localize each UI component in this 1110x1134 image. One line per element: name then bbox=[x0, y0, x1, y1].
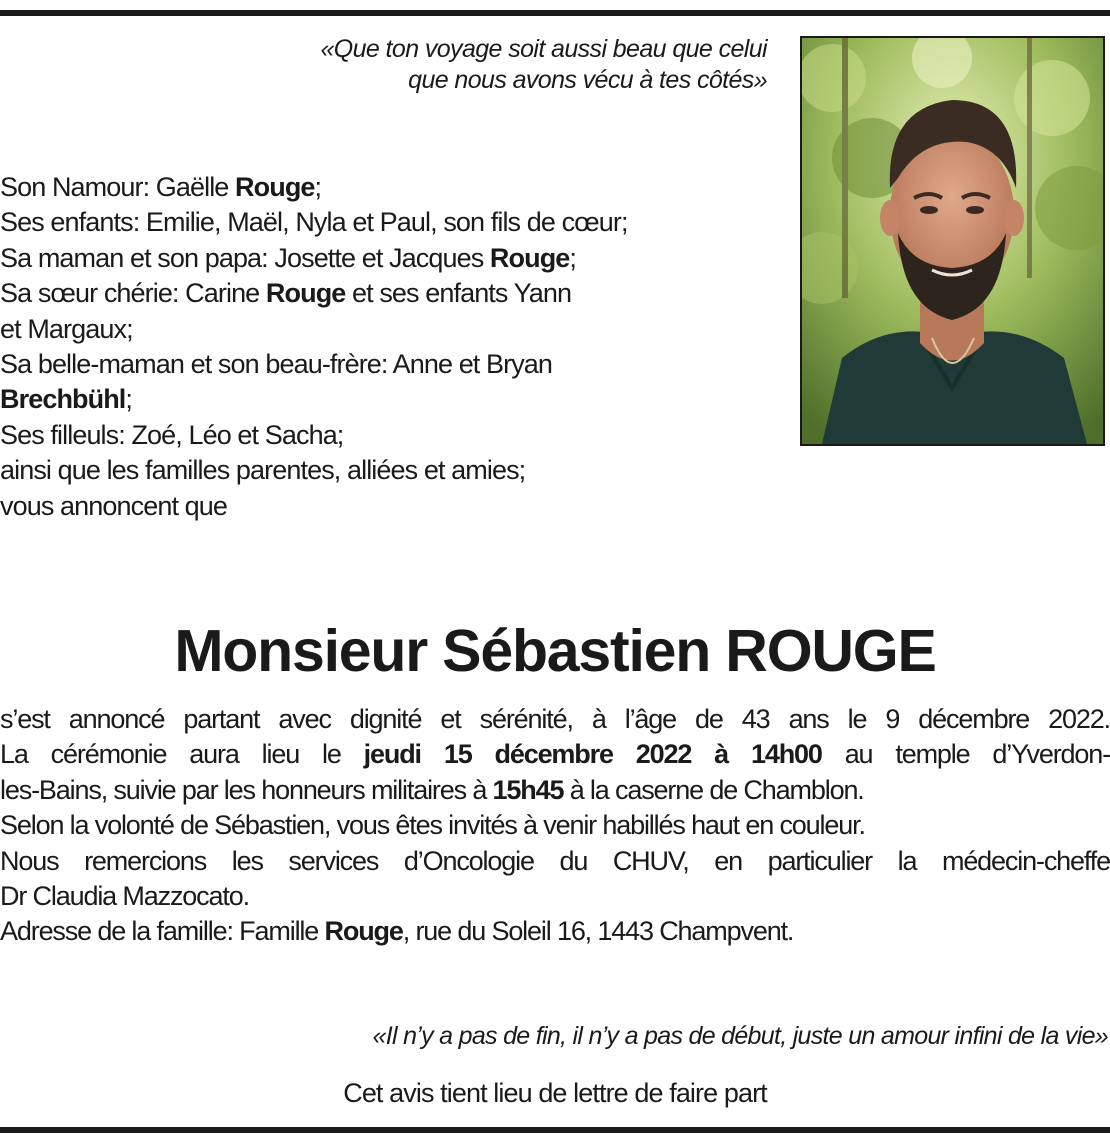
family-line-children: Ses enfants: Emilie, Maël, Nyla et Paul, son fils de cœur; bbox=[0, 207, 628, 238]
bottom-rule bbox=[0, 1127, 1110, 1133]
body-line-passing: s’est annoncé partant avec dignité et sérénité, à l’âge de 43 ans le 9 décembre 2022. bbox=[0, 704, 1110, 734]
body-line-doctor: Dr Claudia Mazzocato. bbox=[0, 881, 249, 912]
portrait-photo bbox=[800, 36, 1105, 446]
family-line-announce: vous annoncent que bbox=[0, 490, 227, 521]
family-line-sister: Sa sœur chérie: Carine Rouge et ses enfants Yann bbox=[0, 278, 572, 309]
family-list bbox=[0, 170, 780, 524]
family-line-in-laws: Sa belle-maman et son beau-frère: Anne et Bryan bbox=[0, 349, 553, 380]
top-rule bbox=[0, 10, 1110, 16]
body-line-address: Adresse de la famille: Famille Rouge, rue du Soleil 16, 1443 Champvent. bbox=[0, 916, 794, 947]
family-line-sister-cont: et Margaux; bbox=[0, 313, 133, 344]
opening-quote bbox=[320, 34, 767, 96]
body-line-dress: Selon la volonté de Sébastien, vous êtes invités à venir habillés haut en couleur. bbox=[0, 810, 865, 841]
body-line-ceremony: La cérémonie aura lieu le jeudi 15 décembre 2022 à 14h00 au temple d’Yverdon- bbox=[0, 739, 1110, 770]
deceased-name: Monsieur Sébastien ROUGE bbox=[174, 618, 936, 684]
family-line-relatives: ainsi que les familles parentes, alliées et amies; bbox=[0, 455, 526, 486]
family-line-partner: Son Namour: Gaëlle Rouge; bbox=[0, 172, 322, 202]
portrait-illustration bbox=[802, 38, 1103, 444]
opening-quote-line-2: que nous avons vécu à tes côtés» bbox=[408, 66, 767, 94]
family-line-in-laws-cont: Brechbühl; bbox=[0, 384, 133, 415]
notice-text: Cet avis tient lieu de lettre de faire part bbox=[343, 1078, 767, 1108]
family-line-godchildren: Ses filleuls: Zoé, Léo et Sacha; bbox=[0, 419, 344, 450]
body-line-honours: les-Bains, suivie par les honneurs militaires à 15h45 à la caserne de Chamblon. bbox=[0, 774, 864, 805]
opening-quote-line-1: «Que ton voyage soit aussi beau que celui bbox=[320, 35, 767, 63]
body-line-thanks: Nous remercions les services d’Oncologie du CHUV, en particulier la médecin-cheffe bbox=[0, 845, 1110, 876]
closing-quote: «Il n’y a pas de fin, il n’y a pas de début, juste un amour infini de la vie» bbox=[372, 1022, 1108, 1050]
announcement-body bbox=[0, 702, 1110, 950]
family-line-parents: Sa maman et son papa: Josette et Jacques Rouge; bbox=[0, 242, 577, 273]
